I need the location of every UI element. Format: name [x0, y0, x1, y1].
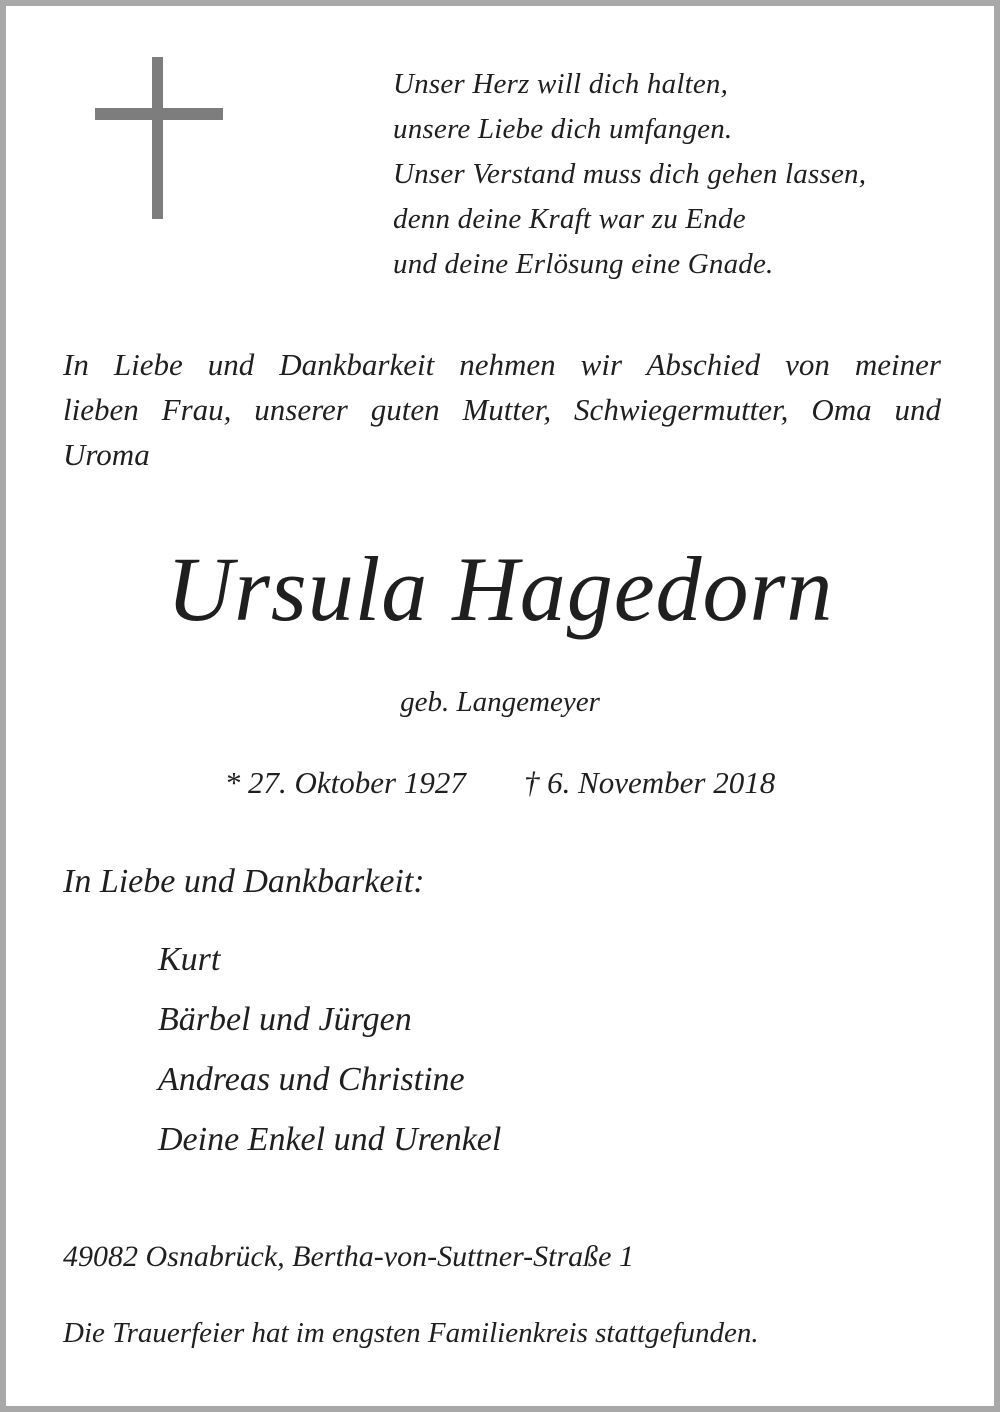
mourner-line: Andreas und Christine: [158, 1061, 465, 1098]
closing-salutation: In Liebe und Dankbarkeit:: [63, 863, 425, 900]
poem-line: denn deine Kraft war zu Ende: [393, 203, 746, 235]
life-dates: [6, 762, 994, 804]
poem-line: Unser Verstand muss dich gehen lassen,: [393, 158, 867, 190]
death-date: † 6. November 2018: [523, 765, 776, 800]
intro-line: In Liebe und Dankbarkeit nehmen wir Abschied von meiner: [63, 347, 941, 382]
cross-icon: [95, 57, 223, 219]
intro-line: lieben Frau, unserer guten Mutter, Schwiegermutter, Oma und: [63, 392, 941, 427]
poem-line: unsere Liebe dich umfangen.: [393, 113, 733, 145]
birth-date: * 27. Oktober 1927: [224, 765, 466, 800]
maiden-name: geb. Langemeyer: [400, 686, 600, 718]
mourner-line: Bärbel und Jürgen: [158, 1001, 412, 1038]
poem-line: Unser Herz will dich halten,: [393, 68, 729, 100]
poem-line: und deine Erlösung eine Gnade.: [393, 248, 774, 280]
poem-block: [393, 62, 866, 287]
mourner-line: Kurt: [158, 941, 221, 978]
intro-paragraph: [63, 342, 941, 477]
intro-line: Uroma: [63, 437, 150, 472]
mourner-line: Deine Enkel und Urenkel: [158, 1121, 502, 1158]
funeral-note: Die Trauerfeier hat im engsten Familienkreis stattgefunden.: [63, 1317, 759, 1349]
mourners-list: [158, 930, 501, 1170]
cross-vertical-bar: [152, 57, 163, 219]
deceased-name: Ursula Hagedorn: [166, 538, 834, 640]
address-line: 49082 Osnabrück, Bertha-von-Suttner-Straße 1: [63, 1240, 634, 1273]
cross-horizontal-bar: [95, 108, 223, 120]
